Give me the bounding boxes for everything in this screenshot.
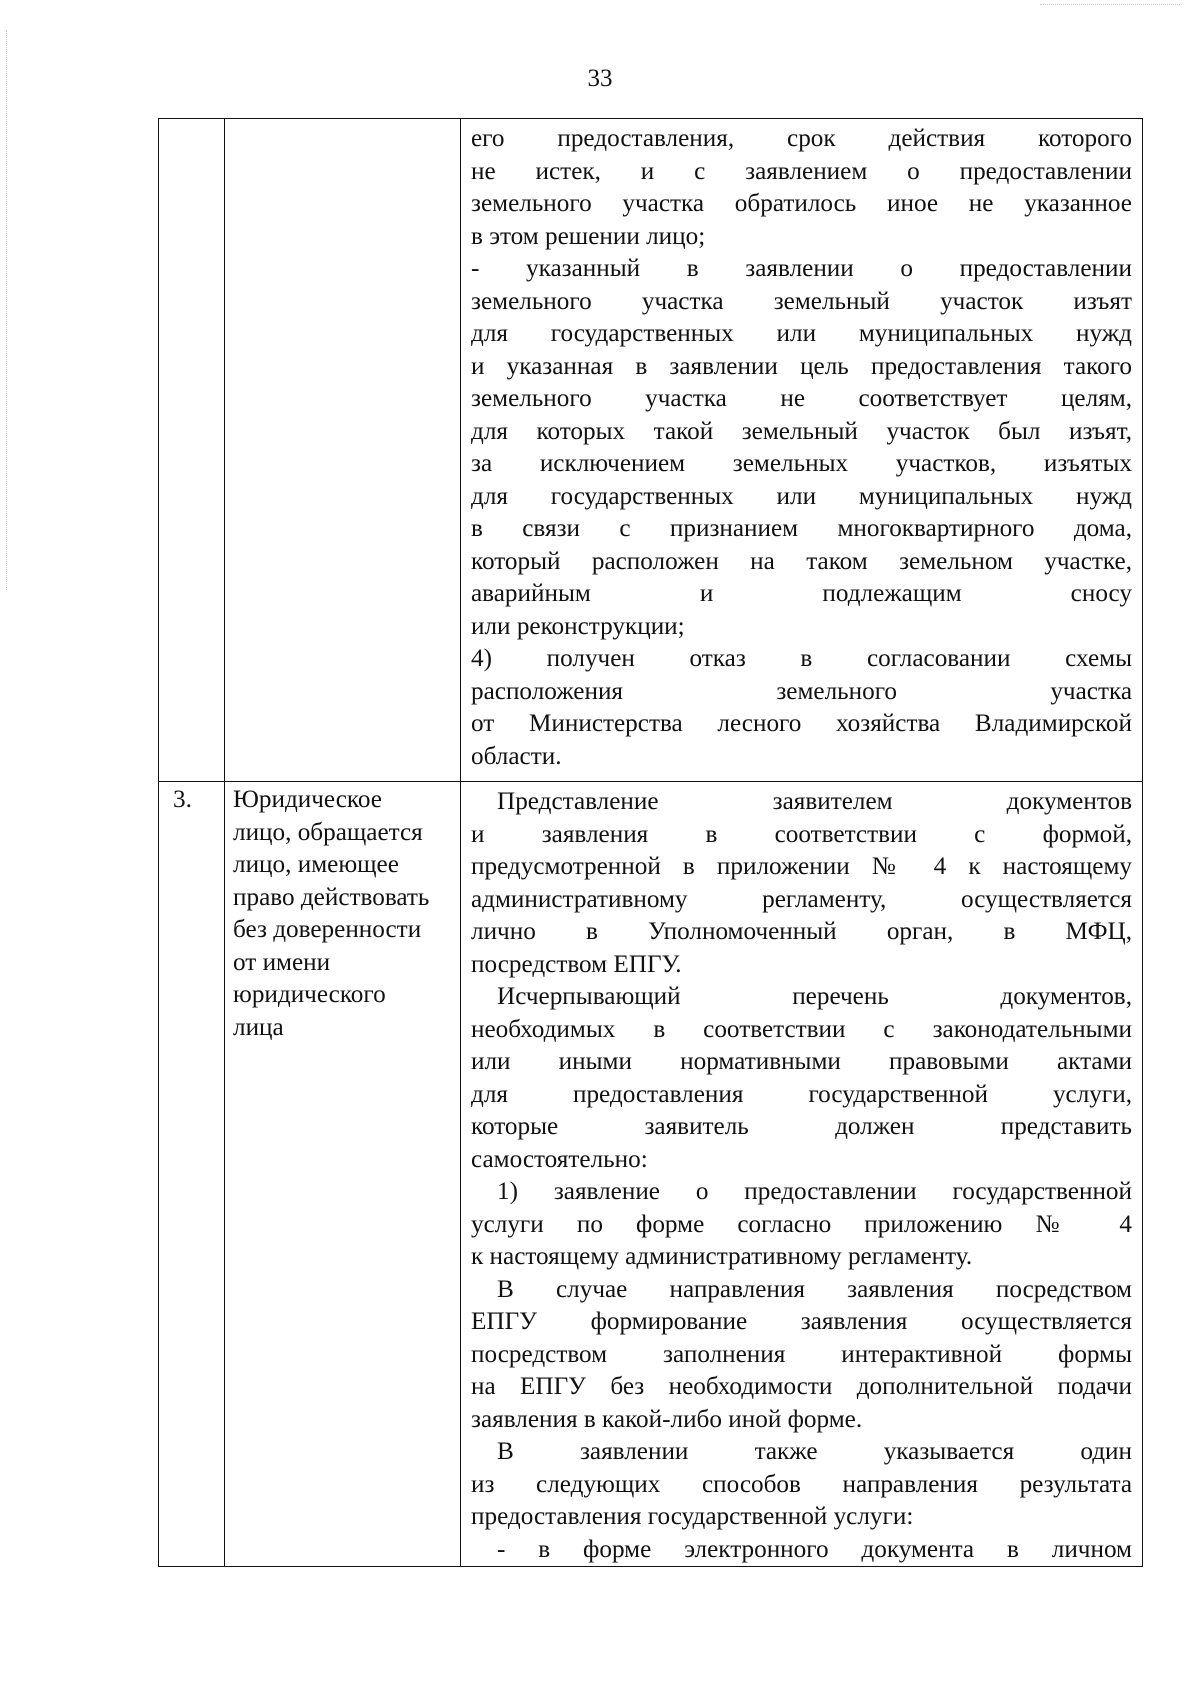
text-line: области. [471, 742, 562, 770]
text-line: и указанная в заявлении цель предоставления такого [471, 352, 1132, 380]
text-line: Представление заявителем документов [497, 788, 1132, 815]
text-line: его предоставления, срок действия которого [471, 125, 1132, 152]
text-line: для предоставления государственной услуги, [471, 1080, 1132, 1108]
text-line: предоставления государственной услуги: [471, 1503, 914, 1530]
conditions-text-cell [461, 119, 1143, 782]
text-line: - указанный в заявлении о предоставлении [471, 255, 1132, 282]
text-line: В заявлении также указывается один [497, 1438, 1132, 1465]
text-line: аварийным и подлежащим сносу [471, 580, 1132, 607]
table-row-3 [159, 782, 1143, 1567]
applicant-line: от имени [233, 948, 331, 976]
text-line: услуги по форме согласно приложению № 4 [471, 1210, 1132, 1238]
text-line: для государственных или муниципальных нужд [471, 320, 1132, 347]
text-line: в связи с признанием многоквартирного дома, [471, 515, 1132, 542]
text-line: земельного участка обратилось иное не указанное [471, 190, 1132, 217]
text-line: земельного участка не соответствует целям, [471, 385, 1132, 412]
requirements-table [158, 118, 1143, 1567]
text-line: 1) заявление о предоставлении государственной [497, 1178, 1132, 1205]
text-line: самостоятельно: [471, 1145, 648, 1173]
text-line: в этом решении лицо; [471, 222, 706, 250]
text-line: земельного участка земельный участок изъят [471, 287, 1132, 315]
procedure-text-cell [461, 782, 1143, 1567]
applicant-line: Юридическое [233, 786, 382, 813]
text-line: посредством заполнения интерактивной формы [471, 1340, 1132, 1368]
table-row-continued [159, 119, 1143, 782]
applicant-line: лицо, имеющее [233, 851, 399, 878]
text-line: или реконструкции; [471, 612, 685, 640]
applicant-line: право действовать [233, 883, 430, 911]
text-line: лично в Уполномоченный орган, в МФЦ, [471, 918, 1132, 945]
text-line: из следующих способов направления результата [471, 1470, 1132, 1498]
text-line: для государственных или муниципальных нужд [471, 482, 1132, 510]
scan-top-mark [1040, 4, 1180, 6]
text-line: за исключением земельных участков, изъятых [471, 450, 1132, 477]
text-line: необходимых в соответствии с законодательными [471, 1015, 1132, 1043]
text-line: на ЕПГУ без необходимости дополнительной подачи [471, 1373, 1132, 1400]
applicant-line: лицо, обращается [233, 818, 423, 846]
text-line: который расположен на таком земельном участке, [471, 547, 1132, 575]
text-line: или иными нормативными правовыми актами [471, 1048, 1132, 1075]
applicant-cell-empty [225, 119, 461, 782]
text-line: для которых такой земельный участок был изъят, [471, 417, 1132, 445]
text-line: не истек, и с заявлением о предоставлении [471, 157, 1132, 185]
text-line: расположения земельного участка [471, 677, 1132, 705]
text-line: Исчерпывающий перечень документов, [497, 983, 1132, 1010]
applicant-category-cell [225, 782, 461, 1567]
number-cell-empty [159, 119, 225, 782]
text-line: предусмотренной в приложении № 4 к настоящему [471, 853, 1132, 880]
text-line: - в форме электронного документа в личном [497, 1535, 1132, 1563]
text-line: посредством ЕПГУ. [471, 950, 682, 978]
text-line: административному регламенту, осуществляется [471, 885, 1132, 913]
text-line: и заявления в соответствии с формой, [471, 820, 1132, 848]
text-line: 4) получен отказ в согласовании схемы [471, 645, 1132, 672]
page-number: 33 [587, 65, 613, 92]
scan-edge-mark [6, 30, 8, 590]
text-line: которые заявитель должен представить [471, 1113, 1132, 1140]
text-line: от Министерства лесного хозяйства Владимирской [471, 710, 1132, 737]
text-line: заявления в какой-либо иной форме. [471, 1405, 863, 1433]
applicant-line: лица [233, 1013, 284, 1041]
row-number: 3. [159, 782, 225, 1567]
applicant-line: без доверенности [233, 916, 422, 943]
text-line: ЕПГУ формирование заявления осуществляется [471, 1308, 1132, 1335]
applicant-line: юридического [233, 981, 386, 1008]
text-line: В случае направления заявления посредством [497, 1275, 1132, 1303]
text-line: к настоящему административному регламенту. [471, 1243, 973, 1270]
